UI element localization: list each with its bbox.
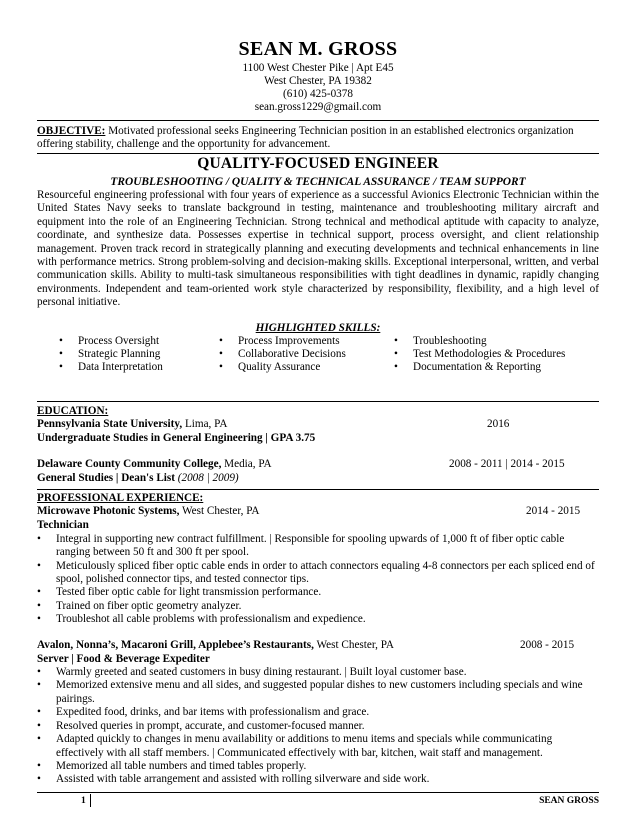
skill-item: • Documentation & Reporting <box>394 361 565 374</box>
company-name: Avalon, Nonna’s, Macaroni Grill, Applebee’s Restaurants, <box>37 638 314 651</box>
education-section <box>37 405 599 485</box>
education-date: 2008 - 2011 | 2014 - 2015 <box>449 457 565 470</box>
education-date: 2016 <box>487 418 510 431</box>
job-bullet: • Memorized all table numbers and timed tables properly. <box>37 760 599 773</box>
education-entry-2 <box>37 458 599 472</box>
job-bullet: • Integral in supporting new contract fulfillment. | Responsible for spooling upwards of 1,000 ft of fiber optic cable ranging between 50 ft and 300 ft per spool. <box>37 533 599 560</box>
resume-header <box>37 38 599 114</box>
footer-rule <box>37 792 599 793</box>
school-location: Lima, PA <box>182 418 228 431</box>
skill-item: • Process Improvements <box>219 335 346 348</box>
company-location: West Chester, PA <box>313 638 394 651</box>
skill-item: • Quality Assurance <box>219 361 346 374</box>
divider <box>37 489 599 490</box>
email: sean.gross1229@gmail.com <box>254 101 382 113</box>
divider <box>37 120 599 121</box>
company-name: Microwave Photonic Systems, <box>37 505 180 518</box>
address-line-1: 1100 West Chester Pike | Apt E45 <box>242 62 394 74</box>
job-bullets <box>37 666 599 787</box>
job-title: Server | Food & Beverage Expediter <box>37 652 210 665</box>
skills-title: HIGHLIGHTED SKILLS: <box>255 322 381 334</box>
page-number-separator <box>90 794 91 807</box>
job-title: Technician <box>37 519 89 532</box>
job-bullet: • Assisted with table arrangement and assisted with rolling silverware and side work. <box>37 773 599 786</box>
objective-section <box>37 125 599 152</box>
job-bullet: • Trained on fiber optic geometry analyzer. <box>37 600 599 613</box>
experience-label: PROFESSIONAL EXPERIENCE: <box>37 492 204 504</box>
deans-list-years: (2008 | 2009) <box>174 471 239 484</box>
skill-item: • Process Oversight <box>59 335 163 348</box>
job-header <box>37 505 599 519</box>
skills-column-3 <box>394 335 565 374</box>
education-entry-1 <box>37 418 599 432</box>
job-bullet: • Meticulously spliced fiber optic cable ends in order to attach connectors equaling 4-8 connectors per each spliced end of spool, polished connector tips, and tested connector tips. <box>37 560 599 587</box>
footer-name: SEAN GROSS <box>539 796 599 806</box>
skills-column-2 <box>219 335 346 374</box>
candidate-name: SEAN M. GROSS <box>238 38 398 60</box>
skill-item: • Collaborative Decisions <box>219 348 346 361</box>
divider <box>37 401 599 402</box>
education-detail: Undergraduate Studies in General Engineering | GPA 3.75 <box>37 432 316 445</box>
skill-item: • Troubleshooting <box>394 335 565 348</box>
summary-paragraph: Resourceful engineering professional with four years of experience as a successful Avionics Electronic Technician within the United States Navy seeks to translate background in testing, maintenance and troubleshooting military aircraft and equipment into the role of an Engineering Technician. Strong technical and methodical aptitude with capacity to analyze, coordinate, and synthesize data. Possesses expertise in technical support, process oversight, and client relationship management. Proven track record in strategically planning and executing developments and technical enhancements in line with performance metrics. Strong problem-solving and decision-making skills. Exceptional interpersonal, written, and verbal communication skills. Ability to multi-task simultaneous responsibilities with tight deadlines in dynamic, rapidly changing environments. Independent and team-oriented work style characterized by responsibility, flexibility, and a high level of personal initiative. <box>37 189 599 309</box>
address-line-2: West Chester, PA 19382 <box>264 75 372 87</box>
skills-column-1 <box>59 335 163 374</box>
education-label: EDUCATION: <box>37 405 109 417</box>
objective-label: OBJECTIVE: <box>37 125 106 137</box>
school-name: Delaware County Community College, <box>37 457 222 470</box>
skill-item: • Data Interpretation <box>59 361 163 374</box>
objective-text: Motivated professional seeks Engineering Technician position in an established electronics organization offering stability, challenge and the opportunity for advancement. <box>37 125 574 151</box>
job-bullet: • Troubleshot all cable problems with professionalism and expedience. <box>37 613 599 626</box>
job-date: 2014 - 2015 <box>526 505 581 518</box>
phone: (610) 425-0378 <box>283 88 353 100</box>
experience-section <box>37 492 599 787</box>
education-detail: General Studies | Dean's List <box>37 471 175 484</box>
skill-item: • Strategic Planning <box>59 348 163 361</box>
headline: QUALITY-FOCUSED ENGINEER <box>197 155 439 172</box>
job-bullet: • Tested fiber optic cable for light transmission performance. <box>37 586 599 599</box>
page-number: 1 <box>81 796 86 806</box>
school-name: Pennsylvania State University, <box>37 418 183 431</box>
school-location: Media, PA <box>221 457 272 470</box>
job-bullet: • Adapted quickly to changes in menu availability or additions to menu items and specials while communicating effectively with all staff members. | Communicated effectively with bar, kitchen, wait staff and management. <box>37 733 599 760</box>
job-bullet: • Memorized extensive menu and all sides, and suggested popular dishes to new customers including specials and wine pairings. <box>37 679 599 706</box>
company-location: West Chester, PA <box>179 505 260 518</box>
skill-item: • Test Methodologies & Procedures <box>394 348 565 361</box>
job-bullet: • Resolved queries in prompt, accurate, and customer-focused manner. <box>37 720 599 733</box>
job-bullets <box>37 533 599 627</box>
job-header <box>37 639 599 653</box>
divider <box>37 153 599 154</box>
job-date: 2008 - 2015 <box>520 638 575 651</box>
job-bullet: • Warmly greeted and seated customers in busy dining restaurant. | Built loyal customer base. <box>37 666 599 679</box>
subheadline: TROUBLESHOOTING / QUALITY & TECHNICAL ASSURANCE / TEAM SUPPORT <box>110 176 526 188</box>
job-bullet: • Expedited food, drinks, and bar items with professionalism and grace. <box>37 706 599 719</box>
